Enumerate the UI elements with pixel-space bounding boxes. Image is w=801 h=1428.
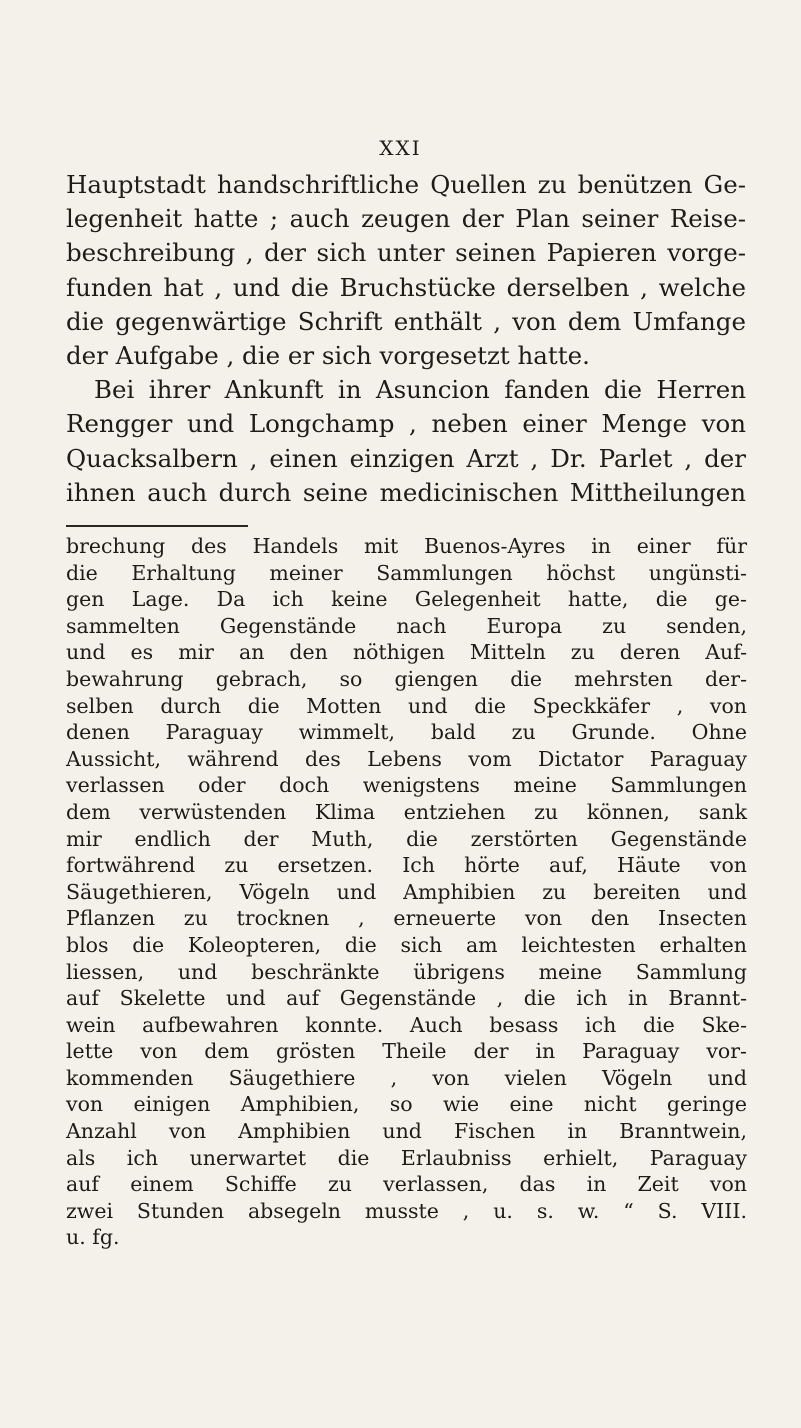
footnote-line: selben durch die Motten und die Speckkäfer , von — [66, 693, 747, 718]
footnote-line: u. fg. — [66, 1225, 120, 1250]
main-line: Bei ihrer Ankunft in Asuncion fanden die Herren — [94, 375, 746, 405]
footnote-line: als ich unerwartet die Erlaubniss erhielt, Paraguay — [66, 1145, 747, 1170]
footnote-line: blos die Koleopteren, die sich am leichtesten erhalten — [66, 932, 747, 957]
footnote-line: Anzahl von Amphibien und Fischen in Branntwein, — [66, 1119, 747, 1144]
main-text-block — [66, 168, 746, 510]
footnote-line: fortwährend zu ersetzen. Ich hörte auf, Häute von — [66, 853, 747, 878]
footnote-line: brechung des Handels mit Buenos-Ayres in einer für — [66, 534, 747, 558]
main-line: beschreibung , der sich unter seinen Papieren vorge- — [66, 238, 746, 268]
footnote-line: Säugethieren, Vögeln und Amphibien zu bereiten und — [66, 879, 747, 904]
footnote-line: von einigen Amphibien, so wie eine nicht geringe — [66, 1092, 747, 1117]
footnote-line: kommenden Säugethiere , von vielen Vögeln und — [66, 1065, 747, 1090]
footnote-line: wein aufbewahren konnte. Auch besass ich die Ske- — [66, 1012, 747, 1037]
main-line: die gegenwärtige Schrift enthält , von dem Umfange — [66, 306, 746, 336]
footnote-line: gen Lage. Da ich keine Gelegenheit hatte, die ge- — [66, 587, 747, 612]
footnote-line: und es mir an den nöthigen Mitteln zu deren Auf- — [66, 640, 747, 665]
main-line: Rengger und Longchamp , neben einer Menge von — [66, 409, 746, 439]
main-line: ihnen auch durch seine medicinischen Mittheilungen — [66, 477, 746, 507]
main-line: legenheit hatte ; auch zeugen der Plan seiner Reise- — [66, 204, 746, 234]
footnote-line: zwei Stunden absegeln musste , u. s. w. “ S. VIII. — [66, 1198, 747, 1223]
footnote-line: auf Skelette und auf Gegenstände , die ich in Brannt- — [66, 986, 747, 1011]
main-line: der Aufgabe , die er sich vorgesetzt hatte. — [66, 341, 590, 371]
page-number: XXI — [379, 136, 422, 160]
footnote-line: verlassen oder doch wenigstens meine Sammlungen — [66, 773, 747, 798]
footnote-line: mir endlich der Muth, die zerstörten Gegenstände — [66, 826, 747, 851]
footnote-line: sammelten Gegenstände nach Europa zu senden, — [66, 613, 747, 638]
footnote-line: Aussicht, während des Lebens vom Dictator Paraguay — [66, 746, 747, 771]
footnote-line: Pflanzen zu trocknen , erneuerte von den Insecten — [66, 906, 747, 931]
footnote-line: auf einem Schiffe zu verlassen, das in Zeit von — [66, 1172, 747, 1197]
main-line: Hauptstadt handschriftliche Quellen zu benützen Ge- — [66, 170, 746, 199]
main-line: Quacksalbern , einen einzigen Arzt , Dr. Parlet , der — [66, 443, 746, 473]
footnote-line: dem verwüstenden Klima entziehen zu können, sank — [66, 799, 747, 824]
footnote-line: bewahrung gebrach, so giengen die mehrsten der- — [66, 666, 747, 691]
footnote-line: denen Paraguay wimmelt, bald zu Grunde. Ohne — [66, 720, 747, 745]
footnote-divider — [66, 525, 248, 527]
footnote-block — [66, 533, 747, 1251]
footnote-line: lette von dem grösten Theile der in Paraguay vor- — [66, 1039, 747, 1064]
footnote-line: liessen, und beschränkte übrigens meine Sammlung — [66, 959, 747, 984]
main-line: funden hat , und die Bruchstücke derselben , welche — [66, 272, 746, 302]
footnote-line: die Erhaltung meiner Sammlungen höchst ungünsti- — [66, 560, 747, 585]
